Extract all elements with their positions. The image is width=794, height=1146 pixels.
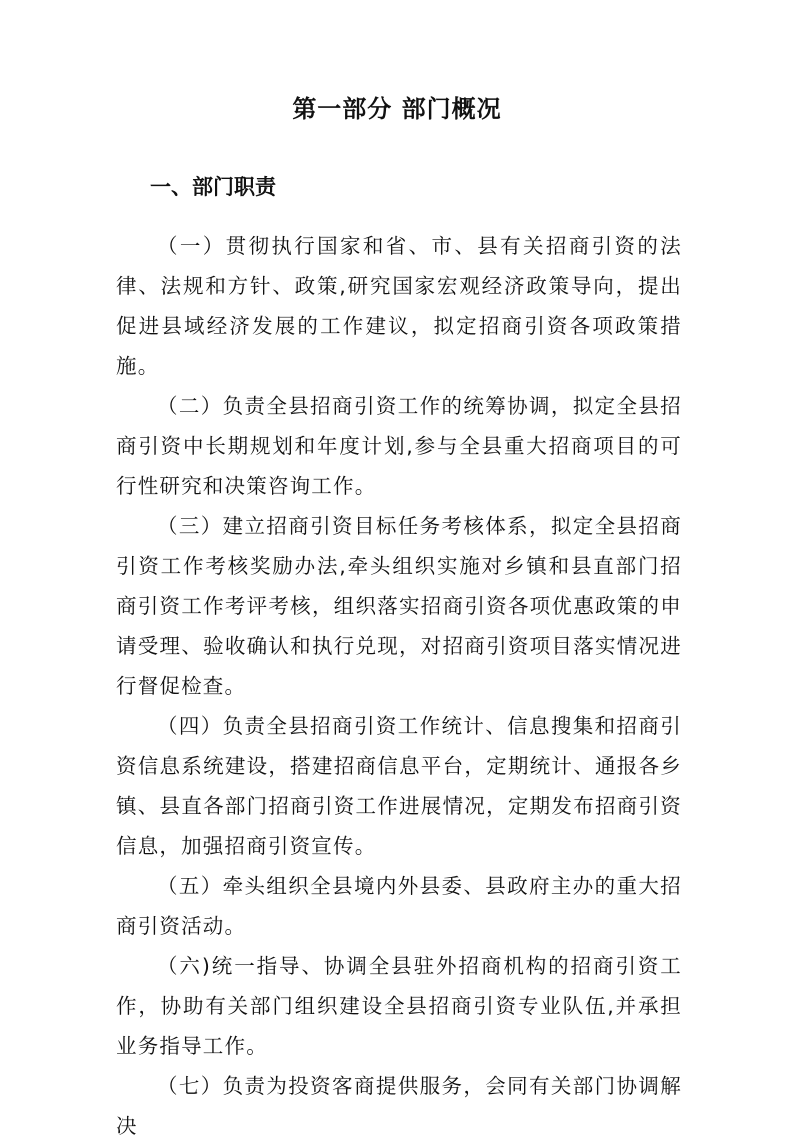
page-title: 第一部分 部门概况 xyxy=(292,95,502,123)
document-body xyxy=(116,226,682,1146)
section-heading: 一、部门职责 xyxy=(150,175,276,199)
paragraph-6: （六)统一指导、协调全县驻外招商机构的招商引资工作，协助有关部门组织建设全县招商引资专业队伍,并承担业务指导工作。 xyxy=(116,954,682,1058)
paragraph-1: （一）贯彻执行国家和省、市、县有关招商引资的法律、法规和方针、政策,研究国家宏观经济政策导向，提出促进县域经济发展的工作建议，拟定招商引资各项政策措施。 xyxy=(116,234,682,378)
paragraph-3: （三）建立招商引资目标任务考核体系，拟定全县招商引资工作考核奖励办法,牵头组织实施对乡镇和县直部门招商引资工作考评考核，组织落实招商引资各项优惠政策的申请受理、验收确认和执行兑现，对招商引资项目落实情况进行督促检查。 xyxy=(116,514,682,698)
paragraph-2: （二）负责全县招商引资工作的统筹协调，拟定全县招商引资中长期规划和年度计划,参与全县重大招商项目的可行性研究和决策咨询工作。 xyxy=(116,394,682,498)
paragraph-7: （七）负责为投资客商提供服务，会同有关部门协调解决 xyxy=(116,1074,682,1138)
paragraph-4: （四）负责全县招商引资工作统计、信息搜集和招商引资信息系统建设，搭建招商信息平台，定期统计、通报各乡镇、县直各部门招商引资工作进展情况，定期发布招商引资信息，加强招商引资宣传。 xyxy=(116,714,682,858)
paragraph-5: （五）牵头组织全县境内外县委、县政府主办的重大招商引资活动。 xyxy=(116,874,682,938)
